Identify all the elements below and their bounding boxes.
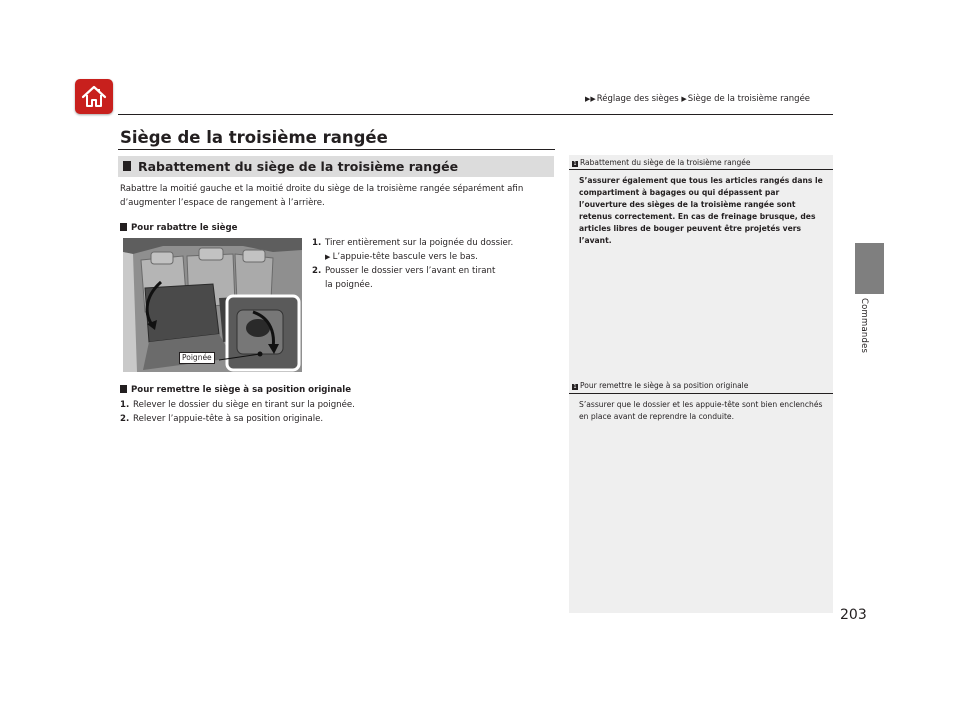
step-text: Relever l’appuie-tête à sa position originale. xyxy=(133,414,324,424)
seat-photo xyxy=(123,238,302,372)
step-text: Tirer entièrement sur la poignée du dossier. xyxy=(325,238,514,248)
breadcrumb-item-2[interactable]: Siège de la troisième rangée xyxy=(687,94,811,104)
fold-heading-text: Pour rabattre le siège xyxy=(131,223,238,233)
restore-steps xyxy=(120,398,540,426)
note-marker-icon: 1 xyxy=(573,161,577,167)
note-1-heading xyxy=(572,158,750,167)
note-2-heading xyxy=(572,381,748,390)
section-header xyxy=(118,156,554,177)
step-text: Pousser le dossier vers l’avant en tirant la poignée. xyxy=(325,266,496,290)
note-2-rule xyxy=(569,393,833,394)
fold-steps xyxy=(312,236,552,292)
breadcrumb-arrow-icon: ▶▶ xyxy=(585,95,596,103)
fold-step-1 xyxy=(312,236,552,250)
step-number: 1. xyxy=(312,238,322,248)
breadcrumb-arrow-icon: ▶ xyxy=(681,95,687,103)
note-1-rule xyxy=(569,169,833,170)
note-2-body: S’assurer que le dossier et les appuie-tête sont bien enclenchés en place avant de reprendre la conduite. xyxy=(579,400,823,421)
section-square-icon xyxy=(123,161,131,171)
chapter-label: Commandes xyxy=(859,298,869,354)
home-button[interactable] xyxy=(75,79,113,114)
restore-heading xyxy=(120,385,351,395)
intro-paragraph: Rabattre la moitié gauche et la moitié droite du siège de la troisième rangée séparément afin d’augmenter l’espace de rangement à l’arrière. xyxy=(120,184,524,208)
step-number: 2. xyxy=(312,266,322,276)
result-arrow-icon: ▶ xyxy=(325,253,333,261)
restore-heading-text: Pour remettre le siège à sa position originale xyxy=(131,385,352,395)
section-title: Rabattement du siège de la troisième rangée xyxy=(138,159,459,174)
fold-step-1-result xyxy=(312,250,552,264)
handle-label: Poignée xyxy=(179,352,215,364)
note-2-title: Pour remettre le siège à sa position originale xyxy=(580,381,749,390)
page-title: Siège de la troisième rangée xyxy=(120,128,388,147)
fold-heading xyxy=(120,223,237,233)
title-rule xyxy=(118,149,555,150)
restore-step-1 xyxy=(120,398,540,412)
subhead-square-icon xyxy=(120,385,127,393)
breadcrumb xyxy=(585,94,810,104)
note-1-body: S’assurer également que tous les articles rangés dans le compartiment à bagages ou qui dépassent par l’ouverture des sièges de la troisième rangée sont retenus correctement. En cas de freinage brusque, des articles libres de bouger peuvent être projetés vers l’avant. xyxy=(579,176,823,245)
chapter-tab[interactable] xyxy=(855,243,884,294)
note-marker-icon: 1 xyxy=(573,384,577,390)
fold-step-2 xyxy=(312,264,552,292)
subhead-square-icon xyxy=(120,223,127,231)
step-text: Relever le dossier du siège en tirant sur la poignée. xyxy=(133,400,355,410)
header-rule xyxy=(118,114,833,115)
result-text: L’appuie-tête bascule vers le bas. xyxy=(332,252,478,262)
breadcrumb-item-1[interactable]: Réglage des sièges xyxy=(596,94,679,104)
page-number: 203 xyxy=(840,607,867,623)
restore-step-2 xyxy=(120,412,540,426)
home-icon xyxy=(79,82,109,111)
step-number: 1. xyxy=(120,400,130,410)
step-number: 2. xyxy=(120,414,130,424)
note-1-title: Rabattement du siège de la troisième rangée xyxy=(580,158,751,167)
